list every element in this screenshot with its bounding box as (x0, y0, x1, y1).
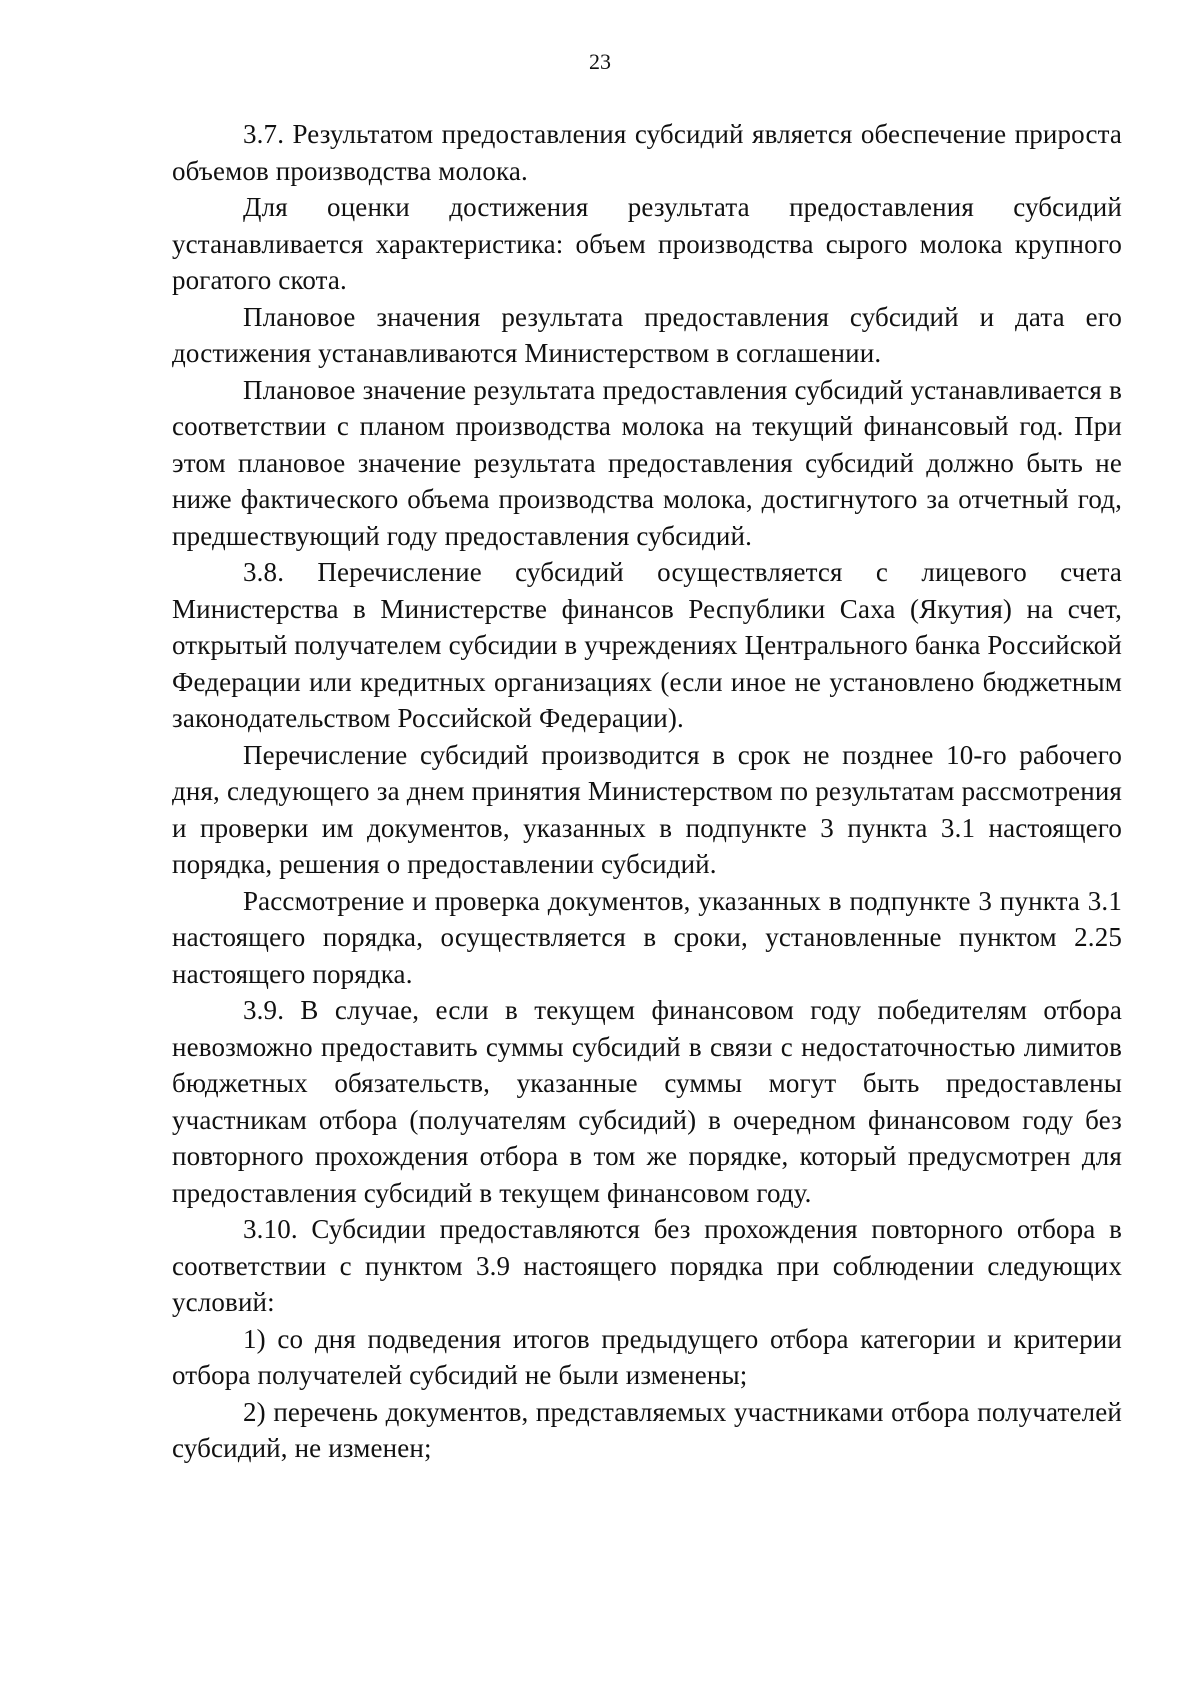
paragraph-document-review: Рассмотрение и проверка документов, указанных в подпункте 3 пункта 3.1 настоящего порядка, осуществляется в сроки, установленные пунктом 2.25 настоящего порядка. (172, 885, 1122, 989)
paragraph-evaluation-characteristic: Для оценки достижения результата предоставления субсидий устанавливается характеристика: объем производства сырого молока крупного рогатого скота. (172, 192, 1122, 295)
paragraph-planned-value-date: Плановое значения результата предоставления субсидий и дата его достижения устанавливаются Министерством в соглашении. (172, 301, 1122, 368)
paragraph-planned-value-basis: Плановое значение результата предоставления субсидий устанавливается в соответствии с планом производства молока на текущий финансовый год. При этом плановое значение результата предоставления субсидий должно быть не ниже фактического объема производства молока, достигнутого за отчетный год, предшествующий году предоставления субсидий. (172, 374, 1122, 551)
paragraph-3-7: 3.7. Результатом предоставления субсидий является обеспечение прироста объемов производства молока. (172, 119, 1122, 186)
paragraph-3-9: 3.9. В случае, если в текущем финансовом году победителям отбора невозможно предоставить суммы субсидий в связи с недостаточностью лимитов бюджетных обязательств, указанные суммы могут быть предоставлены участникам отбора (получателям субсидий) в очередном финансовом году без повторного прохождения отбора в том же порядке, который предусмотрен для предоставления субсидий в текущем финансовом году. (172, 995, 1122, 1208)
list-item-condition-1: 1) со дня подведения итогов предыдущего отбора категории и критерии отбора получателей субсидий не были изменены; (172, 1323, 1122, 1390)
paragraph-transfer-deadline: Перечисление субсидий производится в срок не позднее 10-го рабочего дня, следующего за днем принятия Министерством по результатам рассмотрения и проверки им документов, указанных в подпункте 3 пункта 3.1 настоящего порядка, решения о предоставлении субсидий. (172, 739, 1122, 879)
paragraph-3-10: 3.10. Субсидии предоставляются без прохождения повторного отбора в соответствии с пунктом 3.9 настоящего порядка при соблюдении следующих условий: (172, 1214, 1122, 1317)
list-item-condition-2: 2) перечень документов, представляемых участниками отбора получателей субсидий, не изменен; (172, 1396, 1122, 1463)
paragraph-3-8: 3.8. Перечисление субсидий осуществляется с лицевого счета Министерства в Министерстве финансов Республики Саха (Якутия) на счет, открытый получателем субсидии в учреждениях Центрального банка Российской Федерации или кредитных организациях (если иное не установлено бюджетным законодательством Российской Федерации). (172, 557, 1122, 733)
document-body (172, 116, 1122, 1467)
page-number: 23 (589, 49, 611, 74)
